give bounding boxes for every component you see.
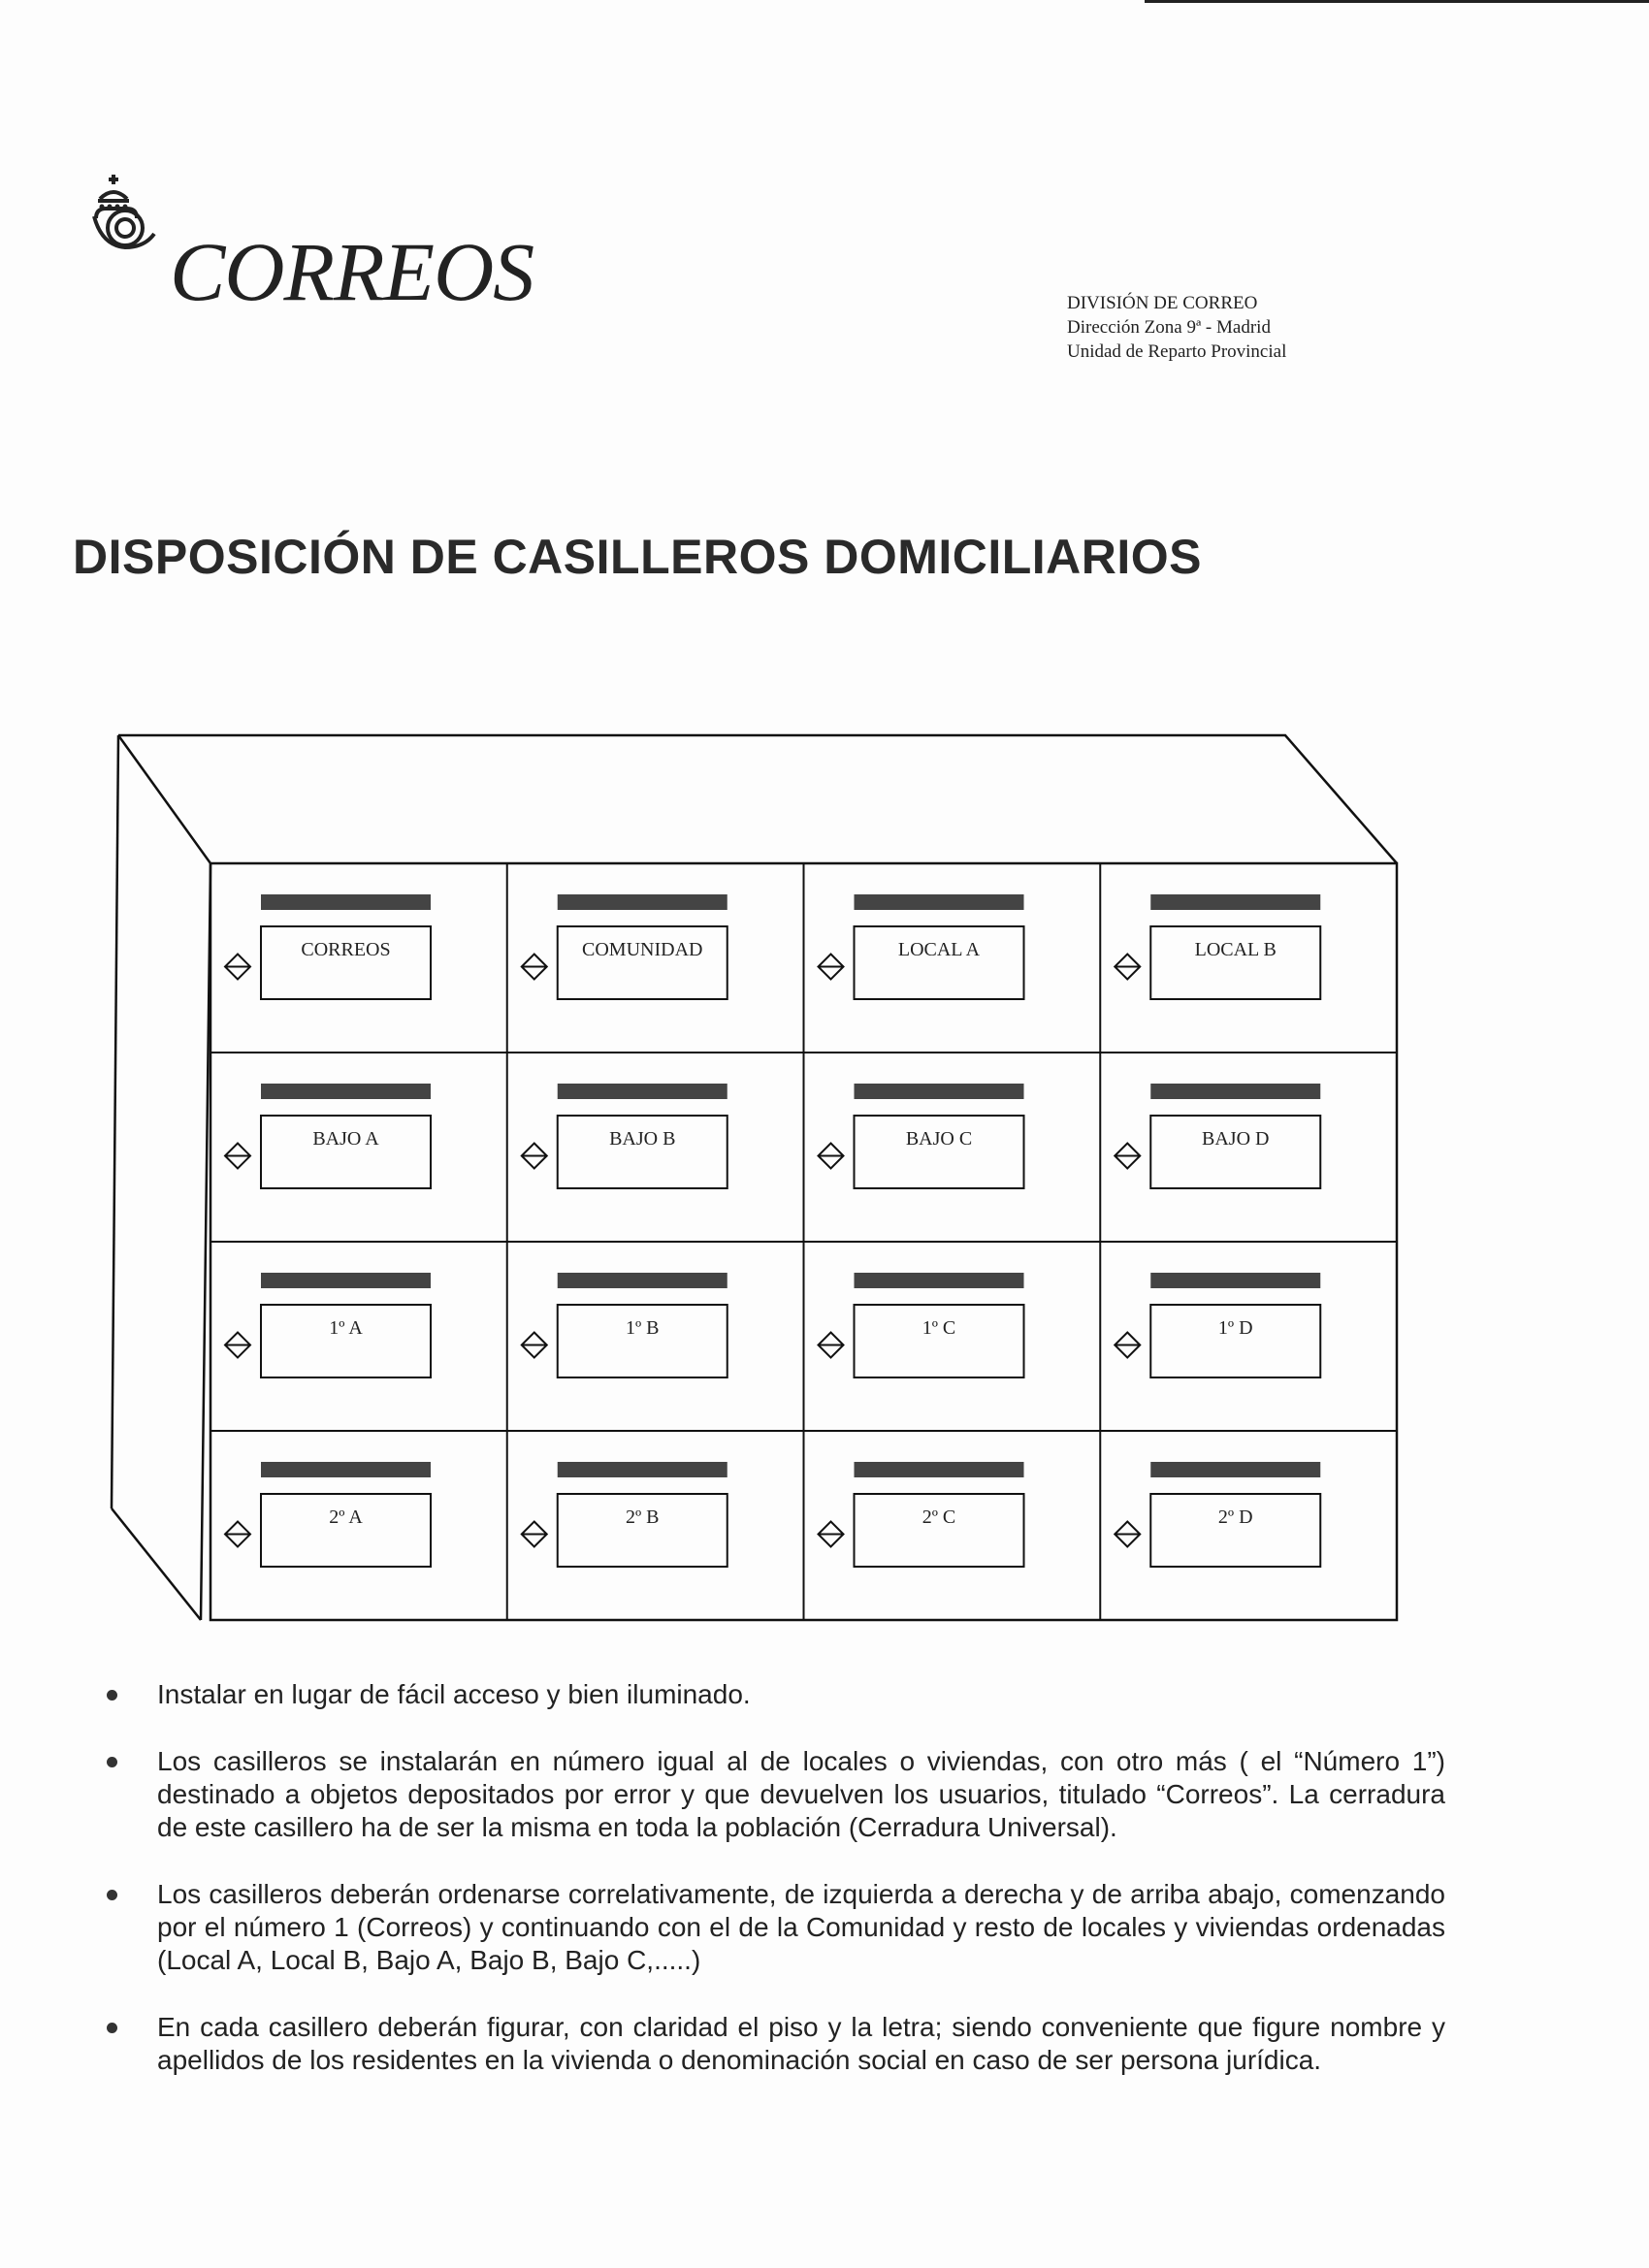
lock-icon	[1115, 1522, 1140, 1547]
name-plate-tab	[1150, 1462, 1320, 1477]
name-plate-tab	[558, 1462, 728, 1477]
instruction-text: Instalar en lugar de fácil acceso y bien iluminado.	[157, 1679, 751, 1709]
lock-icon	[1115, 1144, 1140, 1169]
lock-icon	[1115, 1333, 1140, 1358]
mailbox-label: 1º D	[1217, 1317, 1253, 1339]
mailbox-label: 2º A	[329, 1507, 363, 1528]
lock-icon	[225, 1522, 250, 1547]
lock-icon	[225, 955, 250, 980]
name-plate-tab	[261, 1084, 431, 1099]
lock-icon	[819, 1522, 844, 1547]
name-plate-tab	[855, 1084, 1024, 1099]
mailbox-cabinet-diagram	[107, 732, 1406, 1625]
name-plate-tab	[261, 1273, 431, 1288]
name-plate-tab	[855, 1462, 1024, 1477]
mailbox-label: BAJO D	[1202, 1128, 1270, 1150]
name-plate-tab	[558, 1084, 728, 1099]
lock-icon	[1115, 955, 1140, 980]
lock-icon	[225, 1144, 250, 1169]
mailbox-label: BAJO C	[905, 1128, 973, 1150]
mailbox-label: 2º B	[625, 1507, 660, 1528]
instruction-item	[97, 1878, 1445, 1977]
mailbox-label: 2º D	[1217, 1507, 1253, 1528]
mailbox-label: CORREOS	[301, 939, 391, 960]
lock-icon	[819, 1333, 844, 1358]
lock-icon	[522, 1522, 547, 1547]
department-block	[1067, 291, 1286, 364]
name-plate-tab	[261, 894, 431, 910]
mailbox-label: 1º C	[922, 1317, 956, 1339]
name-plate-tab	[1150, 1084, 1320, 1099]
instruction-text: Los casilleros deberán ordenarse correlativamente, de izquierda a derecha y de arriba abajo, comenzando por el número 1 (Correos) y continuando con el de la Comunidad y resto de locales y viviendas ordenadas (Local A, Local B, Bajo A, Bajo B, Bajo C,.....)	[157, 1879, 1445, 1975]
name-plate-tab	[1150, 1273, 1320, 1288]
lock-icon	[819, 1144, 844, 1169]
lock-icon	[522, 1144, 547, 1169]
name-plate-tab	[261, 1462, 431, 1477]
mailbox-label: 1º A	[329, 1317, 363, 1339]
instruction-text: Los casilleros se instalarán en número igual al de locales o viviendas, con otro más ( el “Número 1”) destinado a objetos depositados por error y que devuelven los usuarios, titulado “Correos”. La cerradura de este casillero ha de ser la misma en toda la población (Cerradura Universal).	[157, 1746, 1445, 1842]
mailbox-label: 1º B	[625, 1317, 660, 1339]
mailbox-label: LOCAL A	[897, 939, 981, 960]
instruction-item	[97, 1678, 1445, 1711]
bullet-icon	[107, 1890, 117, 1900]
mailbox-label: COMUNIDAD	[582, 939, 703, 960]
instruction-text: En cada casillero deberán figurar, con claridad el piso y la letra; siendo conveniente que figure nombre y apellidos de los residentes en la vivienda o denominación social en caso de ser persona jurídica.	[157, 2012, 1445, 2075]
mailbox-label: LOCAL B	[1194, 939, 1277, 960]
lock-icon	[522, 1333, 547, 1358]
unit-label: Unidad de Reparto Provincial	[1067, 341, 1287, 362]
correos-logo	[92, 170, 558, 318]
mailbox-label: BAJO B	[609, 1128, 676, 1150]
name-plate-tab	[558, 1273, 728, 1288]
instruction-item	[97, 2011, 1445, 2077]
mailbox-label: 2º C	[922, 1507, 956, 1528]
lock-icon	[522, 955, 547, 980]
name-plate-tab	[855, 1273, 1024, 1288]
name-plate-tab	[1150, 894, 1320, 910]
lock-icon	[819, 955, 844, 980]
name-plate-tab	[855, 894, 1024, 910]
division-label: DIVISIÓN DE CORREO	[1067, 293, 1258, 313]
bullet-icon	[107, 1757, 117, 1767]
bullet-icon	[107, 1690, 117, 1701]
logo-wordmark: CORREOS	[170, 225, 534, 318]
instructions-list	[97, 1678, 1445, 2111]
mailbox-label: BAJO A	[312, 1128, 379, 1150]
bullet-icon	[107, 2023, 117, 2033]
lock-icon	[225, 1333, 250, 1358]
zone-label: Dirección Zona 9ª - Madrid	[1067, 317, 1271, 338]
name-plate-tab	[558, 894, 728, 910]
scan-edge-line	[1145, 0, 1649, 3]
instruction-item	[97, 1745, 1445, 1844]
page-title: DISPOSICIÓN DE CASILLEROS DOMICILIARIOS	[73, 530, 1203, 584]
